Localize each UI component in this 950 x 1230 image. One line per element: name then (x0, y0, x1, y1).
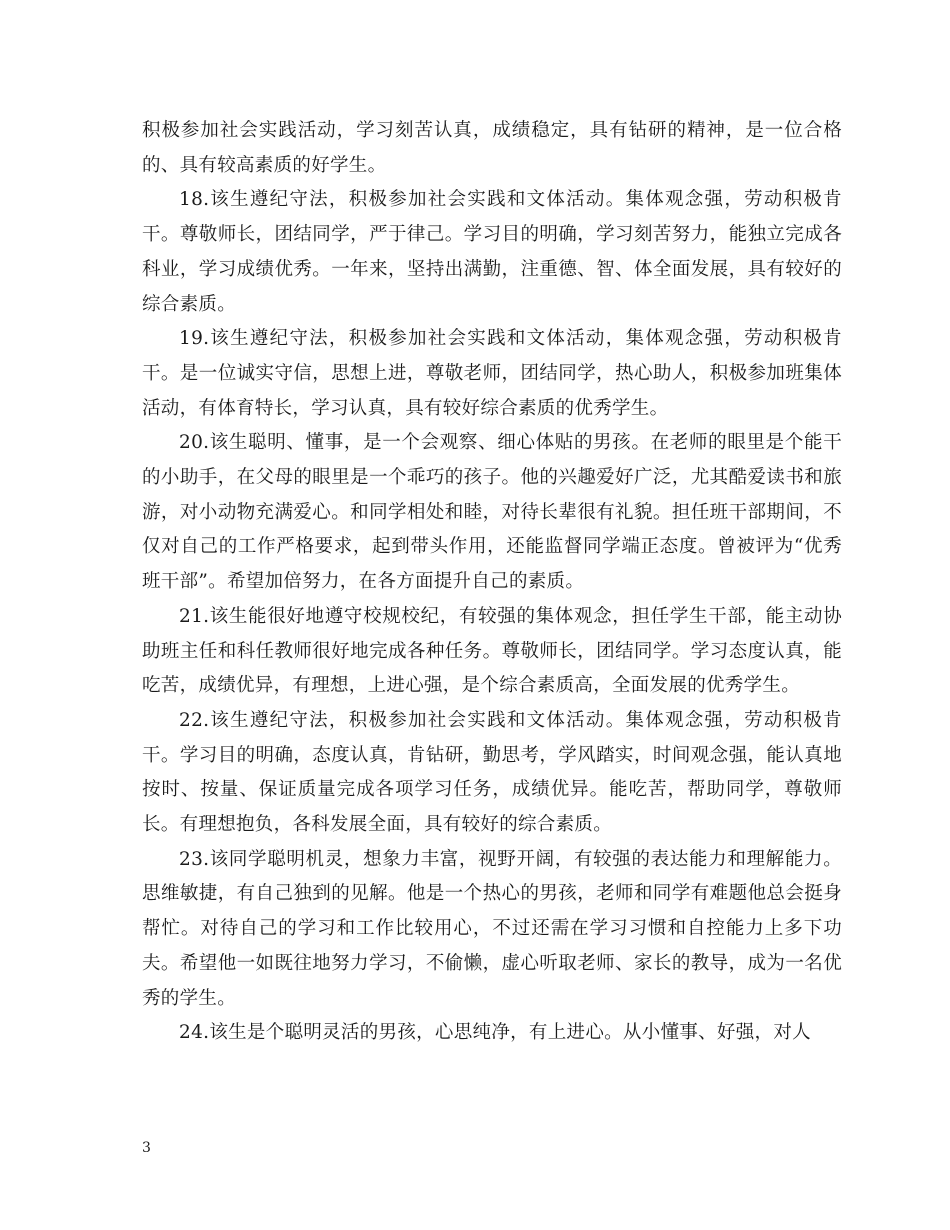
paragraph-23: 23.该同学聪明机灵，想象力丰富，视野开阔，有较强的表达能力和理解能力。思维敏捷，有自己独到的见解。他是一个热心的男孩，老师和同学有难题他总会挺身帮忙。对待自己的学习和工作比较用心，不过还需在学习习惯和自控能力上多下功夫。希望他一如既往地努力学习，不偷懒，虚心听取老师、家长的教导，成为一名优秀的学生。 (142, 848, 842, 1009)
paragraph-19: 19.该生遵纪守法，积极参加社会实践和文体活动，集体观念强，劳动积极肯干。是一位诚实守信，思想上进，尊敬老师，团结同学，热心助人，积极参加班集体活动，有体育特长，学习认真，具有较好综合素质的优秀学生。 (142, 328, 842, 419)
paragraph-20: 20.该生聪明、懂事，是一个会观察、细心体贴的男孩。在老师的眼里是个能干的小助手，在父母的眼里是一个乖巧的孩子。他的兴趣爱好广泛，尤其酷爱读书和旅游，对小动物充满爱心。和同学相处和睦，对待长辈很有礼貌。担任班干部期间，不仅对自己的工作严格要求，起到带头作用，还能监督同学端正态度。曾被评为“优秀班干部”。希望加倍努力，在各方面提升自己的素质。 (142, 432, 842, 593)
paragraph-22: 22.该生遵纪守法，积极参加社会实践和文体活动。集体观念强，劳动积极肯干。学习目的明确，态度认真，肯钻研，勤思考，学风踏实，时间观念强，能认真地按时、按量、保证质量完成各项学习任务，成绩优异。能吃苦，帮助同学，尊敬师长。有理想抱负，各科发展全面，具有较好的综合素质。 (142, 709, 842, 836)
paragraph-18: 18.该生遵纪守法，积极参加社会实践和文体活动。集体观念强，劳动积极肯干。尊敬师长，团结同学，严于律己。学习目的明确，学习刻苦努力，能独立完成各科业，学习成绩优秀。一年来，坚持出满勤，注重德、智、体全面发展，具有较好的综合素质。 (142, 189, 842, 315)
paragraph-continuation: 积极参加社会实践活动，学习刻苦认真，成绩稳定，具有钻研的精神，是一位合格的、具有较高素质的好学生。 (142, 120, 842, 176)
page-number: 3 (142, 1140, 151, 1156)
paragraph-24: 24.该生是个聪明灵活的男孩，心思纯净，有上进心。从小懂事、好强，对人 (179, 1022, 811, 1044)
document-body (142, 114, 842, 1051)
paragraph-21: 21.该生能很好地遵守校规校纪，有较强的集体观念，担任学生干部，能主动协助班主任和科任教师很好地完成各种任务。尊敬师长，团结同学。学习态度认真，能吃苦，成绩优异，有理想，上进心强，是个综合素质高，全面发展的优秀学生。 (142, 605, 842, 697)
